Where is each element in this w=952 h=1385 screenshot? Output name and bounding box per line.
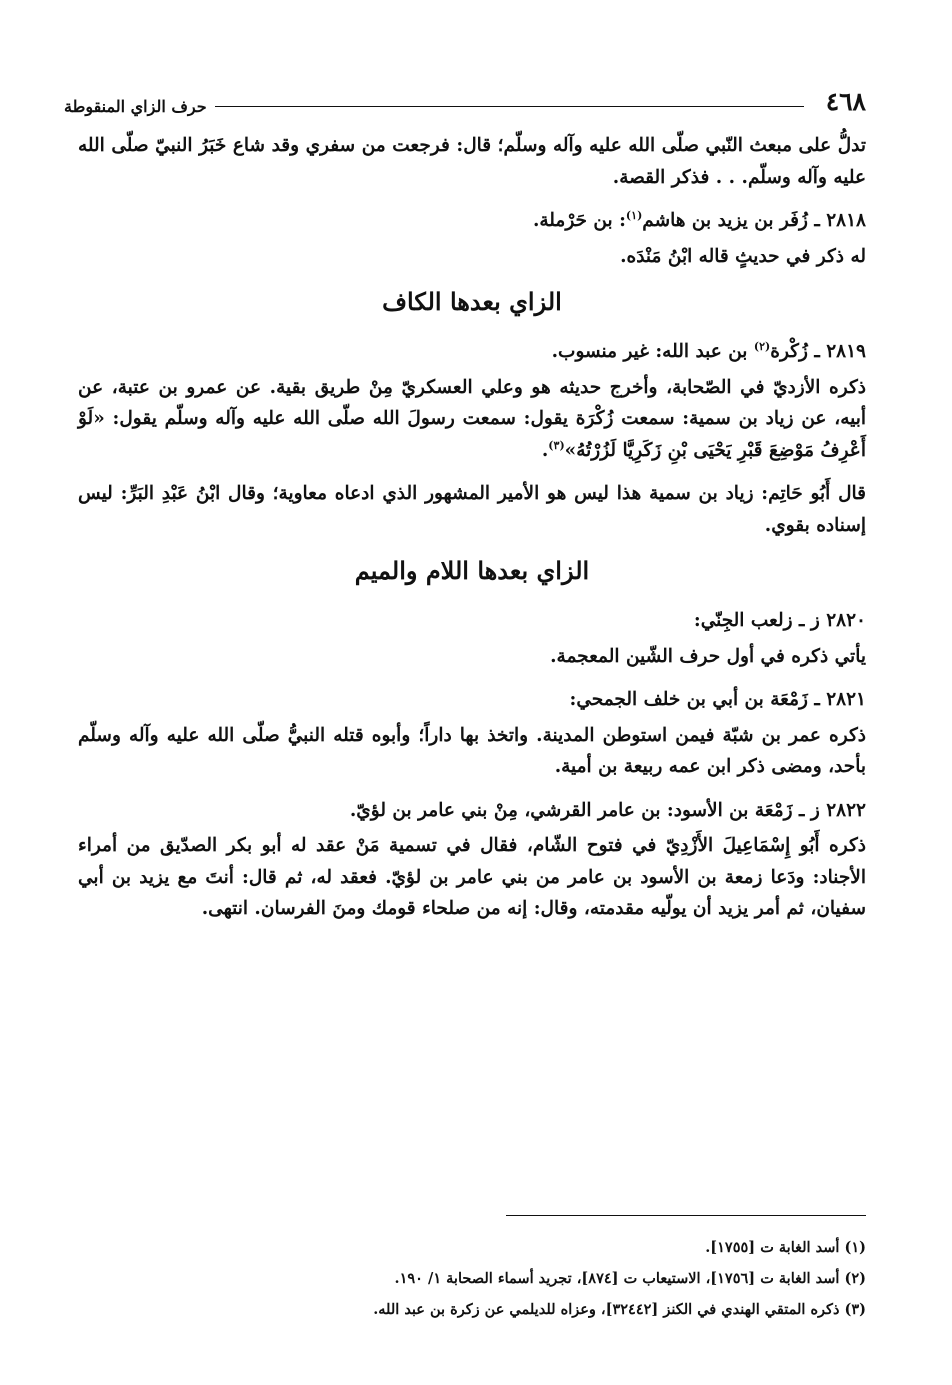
entry-number: ٢٨٢٢ ز ـ [799, 799, 866, 821]
entry-2822-text: ذكره أَبُو إِسْمَاعِيلَ الأَزْدِيّ في فتوح الشّام، فقال في تسمية مَنْ عقد له أبو بكر الصدّيق من أمراء الأجناد: ودَعا زمعة بن الأسود بن عامر من بني عامر بن لؤيّ. فعقد له، ثم قال: أنتَ مع يزيد بن أبي سفيان، ثم أمر يزيد أن يولّيه مقدمته، وقال: إنه من صلحاء قومك ومنَ الفرسان. انتهى. [78, 835, 866, 919]
paragraph-end: . [541, 439, 549, 461]
entry-number: ٢٨١٩ ـ [814, 341, 866, 362]
entry-number: ٢٨٢٠ ز ـ [799, 610, 866, 631]
footnote-rule [506, 1215, 866, 1216]
section-heading: الزاي بعدها اللام والميم [354, 556, 590, 585]
entry-number: ٢٨٢١ ـ [814, 689, 866, 710]
entry-rest: : بن حَرْملة. [532, 210, 626, 231]
footnote-ref: (١) [625, 208, 643, 222]
header-rule [215, 106, 804, 107]
entry-rest: بن عامر القرشي، مِنْ بني عامر بن لؤيّ. [349, 799, 661, 821]
entry-2818-text: له ذكر في حديثٍ قاله ابْنُ مَنْدَه. [620, 245, 866, 267]
entry-2819-heading [78, 336, 866, 368]
entry-name: زُفَر بن يزيد بن هاشم [642, 210, 808, 231]
footnote-ref: (٢) [753, 339, 771, 353]
entry-2821-text: ذكره عمر بن شبّة فيمن استوطن المدينة. واتخذ بها داراً؛ وأبوه قتله النبيُّ صلّى الله عليه وآله وسلّم بأحد، ومضى ذكر ابن عمه ربيعة بن أمية. [78, 724, 866, 777]
page-body [78, 130, 866, 937]
entry-number: ٢٨١٨ ـ [814, 210, 866, 231]
running-section-title: حرف الزاي المنقوطة [64, 97, 207, 116]
entry-2820-heading [78, 605, 866, 637]
entry-2820-text: يأتي ذكره في أول حرف الشّين المعجمة. [550, 645, 866, 667]
footnote-ref: (٣) [548, 438, 565, 452]
paragraph-text: ذكره الأزديّ في الصّحابة، وأخرج حديثه هو وعلي العسكريّ مِنْ طريق بقية. عن عمرو بن عتبة، عن أبيه، عن زياد بن سمية: سمعت زُكْرَة يقول: سمعت رسولَ الله صلّى الله عليه وآله وسلّم يقول: «لَوْ أَعْرِفُ مَوْضِعَ قَبْرِ يَحْيَى بْنِ زَكَرِيَّا لَزُرْتُهُ» [78, 376, 866, 461]
entry-2818-heading [78, 205, 866, 237]
entry-name: زَمْعَة بن أبي بن خلف الجمحي: [569, 689, 808, 710]
entry-2822-heading [78, 795, 866, 827]
entry-2819-text-2: قال أَبُو حَاتِم: زياد بن سمية هذا ليس هو الأمير المشهور الذي ادعاه معاوية؛ وقال ابْنُ عَبْدِ البَرِّ: ليس إسناده بقوي. [78, 483, 866, 536]
footnote-3: (٣) ذكره المتقي الهندي في الكنز [٣٢٤٤٢]، وعزاه للديلمي عن زكرة بن عبد الله. [373, 1301, 866, 1318]
entry-rest: بن عبد الله: غير منسوب. [551, 341, 748, 362]
running-header [64, 80, 866, 116]
entry-name: زلعب الجِنّي: [693, 610, 793, 631]
footnote-1: (١) أسد الغابة ت [١٧٥٥]. [705, 1239, 866, 1256]
footnotes [78, 1232, 866, 1325]
paragraph-continuation: تدلُّ على مبعث النّبي صلّى الله عليه وآله وسلّم؛ قال: فرجعت من سفري وقد شاع خَبَرُ النبيّ صلّى الله عليه وآله وسلّم. . . فذكر القصة. [78, 135, 866, 188]
entry-2819-text [78, 372, 866, 467]
section-heading: الزاي بعدها الكاف [382, 287, 562, 316]
entry-2821-heading [78, 684, 866, 716]
entry-name: زُكْرة [770, 341, 808, 362]
page-number: ٤٦٨ [825, 87, 866, 116]
entry-name: زَمْعَة بن الأسود: [666, 799, 793, 821]
footnote-2: (٢) أسد الغابة ت [١٧٥٦]، الاستيعاب ت [٨٧٤]، تجريد أسماء الصحابة ١/ ١٩٠. [394, 1270, 866, 1287]
